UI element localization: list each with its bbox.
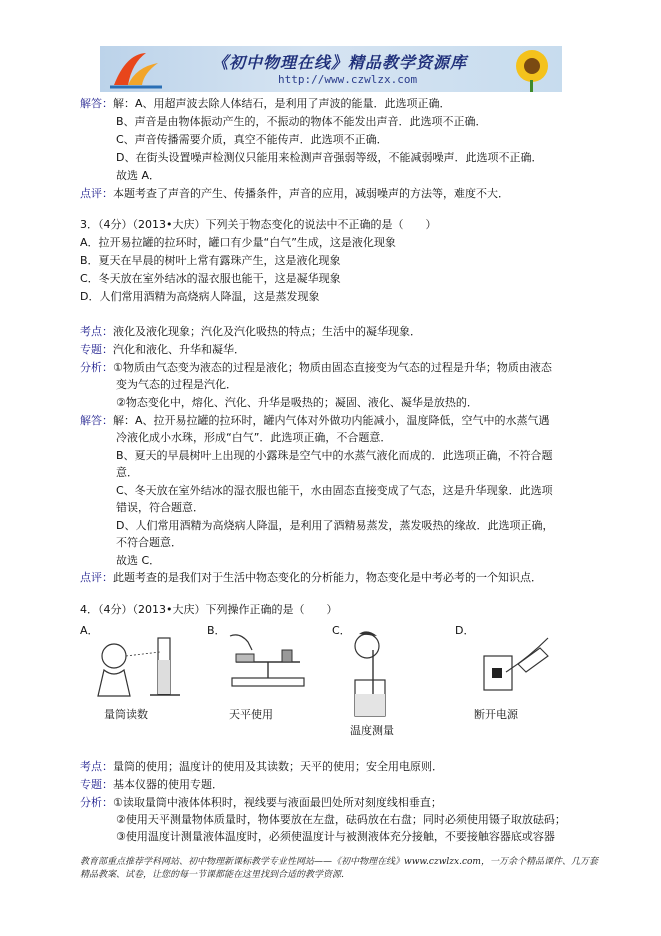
line-text: 故选 C．: [116, 554, 161, 567]
section-label: 点评：: [80, 571, 113, 584]
line-text: A．拉开易拉罐的拉环时，罐口有少量“白气”生成，这是液化现象: [80, 236, 396, 249]
line-text: B、夏天的早晨树叶上出现的小露珠是空气中的水蒸气液化而成的．此选项正确，不符合题: [116, 449, 553, 462]
option-c-caption: 温度测量: [350, 724, 394, 737]
text-line: [116, 519, 553, 533]
text-line: [116, 536, 182, 550]
text-line: [80, 778, 223, 792]
line-text: 变为气态的过程是汽化．: [116, 378, 237, 391]
line-text: 冷液化成小水珠，形成“白气”．此选项正确，不合题意．: [116, 431, 392, 444]
section-label: 专题：: [80, 343, 113, 356]
line-text: ①读取量筒中液体体积时，视线要与液面最凹处所对刻度线相垂直；: [113, 796, 442, 809]
text-line: [80, 343, 245, 357]
sunflower-icon: [492, 46, 562, 92]
line-text: 基本仪器的使用专题．: [113, 778, 223, 791]
header-banner: [100, 46, 562, 92]
power-switch-illustration: [478, 628, 558, 698]
line-text: 量筒的使用；温度计的使用及其读数；天平的使用；安全用电原则．: [113, 760, 443, 773]
text-line: [116, 554, 160, 568]
line-text: 意．: [116, 466, 138, 479]
text-line: [116, 378, 237, 392]
line-text: ①物质由气态变为液态的过程是液化；物质由固态直接变为气态的过程是升华；物质由液态: [113, 361, 552, 374]
line-text: 此题考查的是我们对于生活中物态变化的分析能力，物态变化是中考必考的一个知识点．: [113, 571, 542, 584]
text-line: [80, 290, 319, 304]
section-label: 解答：: [80, 414, 113, 427]
line-text: 4．（4分）（2013•大庆）下列操作正确的是（ ）: [80, 603, 338, 616]
option-b-caption: 天平使用: [229, 708, 273, 721]
line-text: 液化及液化现象；汽化及汽化吸热的特点；生活中的凝华现象．: [113, 325, 421, 338]
text-line: [80, 414, 550, 428]
line-text: C、冬天放在室外结冰的湿衣服也能干，水由固态直接变成了气态，这是升华现象．此选项: [116, 484, 553, 497]
line-text: D、在街头设置噪声检测仪只能用来检测声音强弱等级，不能减弱噪声．此选项不正确．: [116, 151, 543, 164]
text-line: [80, 760, 443, 774]
line-text: 解：A、用超声波去除人体结石，是利用了声波的能量．此选项正确．: [113, 97, 451, 110]
text-line: [116, 115, 487, 129]
line-text: 汽化和液化、升华和凝华．: [113, 343, 245, 356]
balance-scale-illustration: [222, 628, 312, 692]
cylinder-reading-illustration: [96, 630, 188, 698]
line-text: 3．（4分）（2013•大庆）下列关于物态变化的说法中不正确的是（ ）: [80, 218, 437, 231]
text-line: [80, 325, 421, 339]
thermometer-illustration: [345, 628, 405, 718]
line-text: D、人们常用酒精为高烧病人降温，是利用了酒精易蒸发，蒸发吸热的缘故．此选项正确，: [116, 519, 554, 532]
text-line: [80, 254, 341, 268]
text-line: [80, 187, 509, 201]
text-line: [116, 151, 542, 165]
text-line: [116, 169, 160, 183]
line-text: ③使用温度计测量液体温度时，必须使温度计与被测液体充分接触，不要接触容器底或容器: [116, 830, 555, 843]
line-text: ②使用天平测量物体质量时，物体要放在左盘，砝码放在右盘；同时必须使用镊子取放砝码；: [116, 813, 566, 826]
text-line: [80, 603, 337, 617]
section-label: 解答：: [80, 97, 113, 110]
section-label: 专题：: [80, 778, 113, 791]
line-text: C、声音传播需要介质，真空不能传声．此选项不正确．: [116, 133, 388, 146]
text-line: [116, 431, 391, 445]
text-line: [80, 361, 552, 375]
text-line: [80, 571, 542, 585]
page-footer: 教育部重点推荐学科网站、初中物理新课标教学专业性网站——《初中物理在线》www.czwlzx.com，一万余个精品课件、几万套精品教案、试卷，让您的每一节课都能在这里找到合适的教学资源．: [80, 857, 598, 880]
line-text: 不符合题意．: [116, 536, 182, 549]
line-text: B．夏天在早晨的树叶上常有露珠产生，这是液化现象: [80, 254, 341, 267]
text-line: [80, 796, 442, 810]
text-line: [116, 484, 553, 498]
option-d-caption: 断开电源: [474, 708, 518, 721]
option-b-letter: B．: [207, 624, 226, 637]
line-text: 错误，符合题意．: [116, 501, 204, 514]
text-line: [116, 133, 388, 147]
section-label: 点评：: [80, 187, 113, 200]
section-label: 分析：: [80, 361, 113, 374]
text-line: [80, 97, 451, 111]
site-logo-icon: [106, 49, 166, 89]
text-line: [80, 218, 436, 232]
line-text: 本题考查了声音的产生、传播条件，声音的应用，减弱噪声的方法等，难度不大．: [113, 187, 509, 200]
option-a-caption: 量筒读数: [104, 708, 148, 721]
text-line: [116, 449, 553, 463]
line-text: 解：A、拉开易拉罐的拉环时，罐内气体对外做功内能减小，温度降低，空气中的水蒸气遇: [113, 414, 550, 427]
option-d-letter: D．: [455, 624, 475, 637]
option-c-letter: C．: [332, 624, 351, 637]
section-label: 分析：: [80, 796, 113, 809]
section-label: 考点：: [80, 760, 113, 773]
text-line: [80, 236, 396, 250]
banner-title: 《初中物理在线》精品教学资源库: [212, 53, 468, 72]
line-text: C．冬天放在室外结冰的湿衣服也能干，这是凝华现象: [80, 272, 341, 285]
banner-url[interactable]: http://www.czwlzx.com: [278, 73, 418, 86]
line-text: B、声音是由物体振动产生的，不振动的物体不能发出声音．此选项不正确．: [116, 115, 487, 128]
text-line: [116, 501, 204, 515]
text-line: [116, 813, 566, 827]
line-text: 故选 A．: [116, 169, 161, 182]
line-text: D．人们常用酒精为高烧病人降温，这是蒸发现象: [80, 290, 320, 303]
line-text: ②物态变化中，熔化、汽化、升华是吸热的；凝固、液化、凝华是放热的．: [116, 396, 478, 409]
text-line: [116, 830, 555, 844]
text-line: [116, 396, 478, 410]
section-label: 考点：: [80, 325, 113, 338]
text-line: [116, 466, 138, 480]
option-a-letter: A．: [80, 624, 99, 637]
text-line: [80, 272, 341, 286]
